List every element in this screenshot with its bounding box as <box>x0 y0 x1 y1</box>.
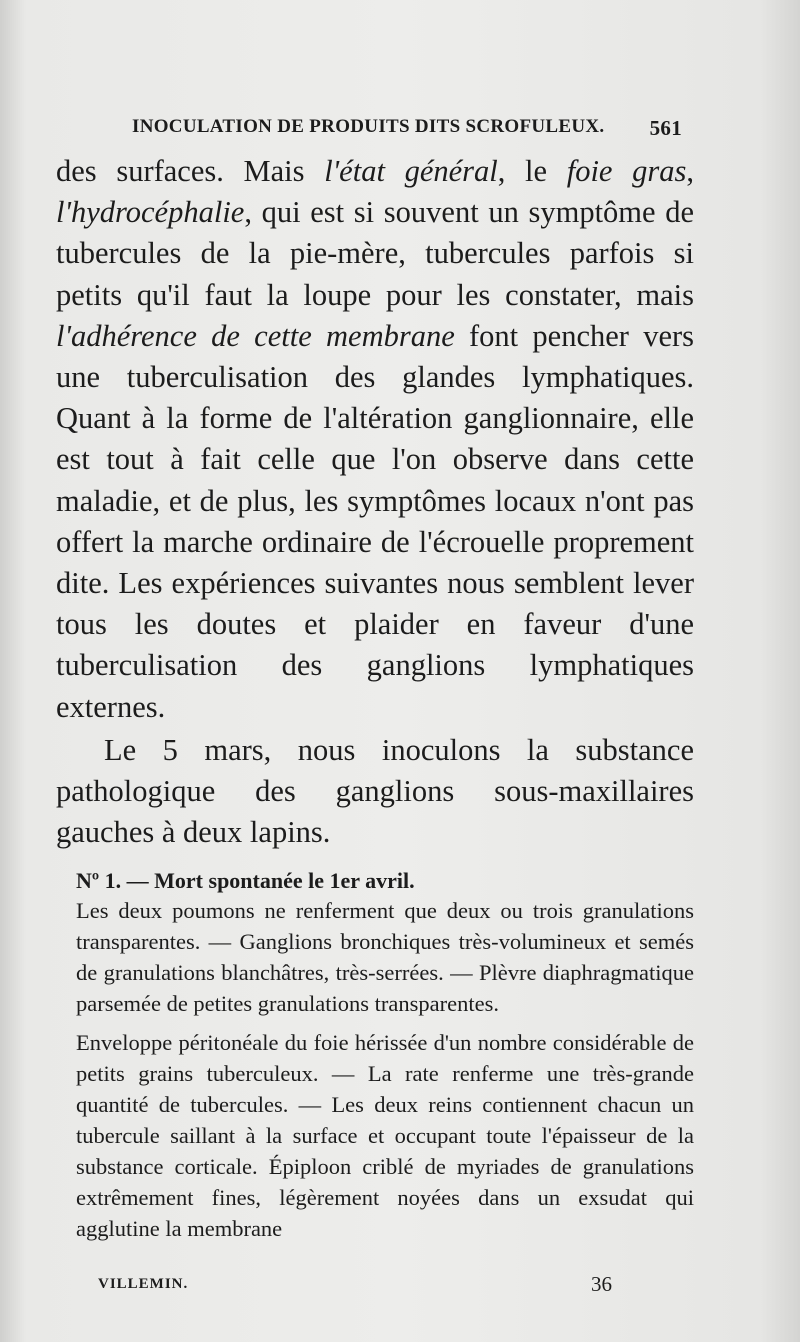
paragraph-2: Le 5 mars, nous inoculons la substance pathologique des ganglions sous-maxillaires gauches à deux lapins. <box>56 732 694 850</box>
case-paragraph-1: Les deux poumons ne renferment que deux ou trois granulations transparentes. — Ganglions bronchiques très-volumineux et semés de granulations blanchâtres, très-serrées. — Plèvre diaphragmatique parsemée de petites granulations transparentes. <box>76 898 694 1016</box>
case-paragraph-2: Enveloppe péritonéale du foie hérissée d'un nombre considérable de petits grains tuberculeux. — La rate renferme une très-grande quantité de tubercules. — Les deux reins contiennent chacun un tubercule saillant à la surface et occupant toute l'épaisseur de la substance corticale. Épiploon criblé de myriades de granulations extrêmement fines, légèrement noyées dans un exsudat qui agglutine la membrane <box>76 1030 694 1241</box>
italic-run: foie gras <box>566 154 687 188</box>
running-title: INOCULATION DE PRODUITS DITS SCROFULEUX. <box>132 116 605 137</box>
case-notes <box>76 895 694 1252</box>
text-run: font pencher vers une tuberculisation des glandes lymphatiques. Quant à la forme de l'altération ganglionnaire, elle est tout à fait celle que l'on observe dans cette maladie, et de plus, les symptômes locaux n'ont pas offert la marche ordinaire de l'écrouelle proprement dite. Les expériences suivantes nous semblent lever tous les doutes et plaider en faveur d'une tuberculisation des ganglions lymphatiques externes. <box>56 318 695 724</box>
page-number: 561 <box>649 116 682 140</box>
italic-run: l'état général <box>324 154 498 188</box>
italic-run: l'hydrocéphalie <box>56 195 245 230</box>
case-title: Nº 1. — Mort spontanée le 1er avril. <box>76 868 415 893</box>
signature-mark: VILLEMIN. <box>98 1276 189 1292</box>
text-run: , le <box>497 154 567 188</box>
text-run: , qui est si souvent un symptôme de tubercules de la pie-mère, tubercules parfois si petits qu'il faut la loupe pour les constater, mais <box>56 195 694 312</box>
main-text <box>56 151 694 853</box>
running-header <box>132 116 692 142</box>
text-run: , <box>686 154 694 188</box>
italic-run: l'adhérence de cette membrane <box>56 318 455 353</box>
paragraph-1 <box>56 151 694 728</box>
sheet-number: 36 <box>591 1272 612 1296</box>
text-run: des surfaces. Mais <box>56 154 325 188</box>
